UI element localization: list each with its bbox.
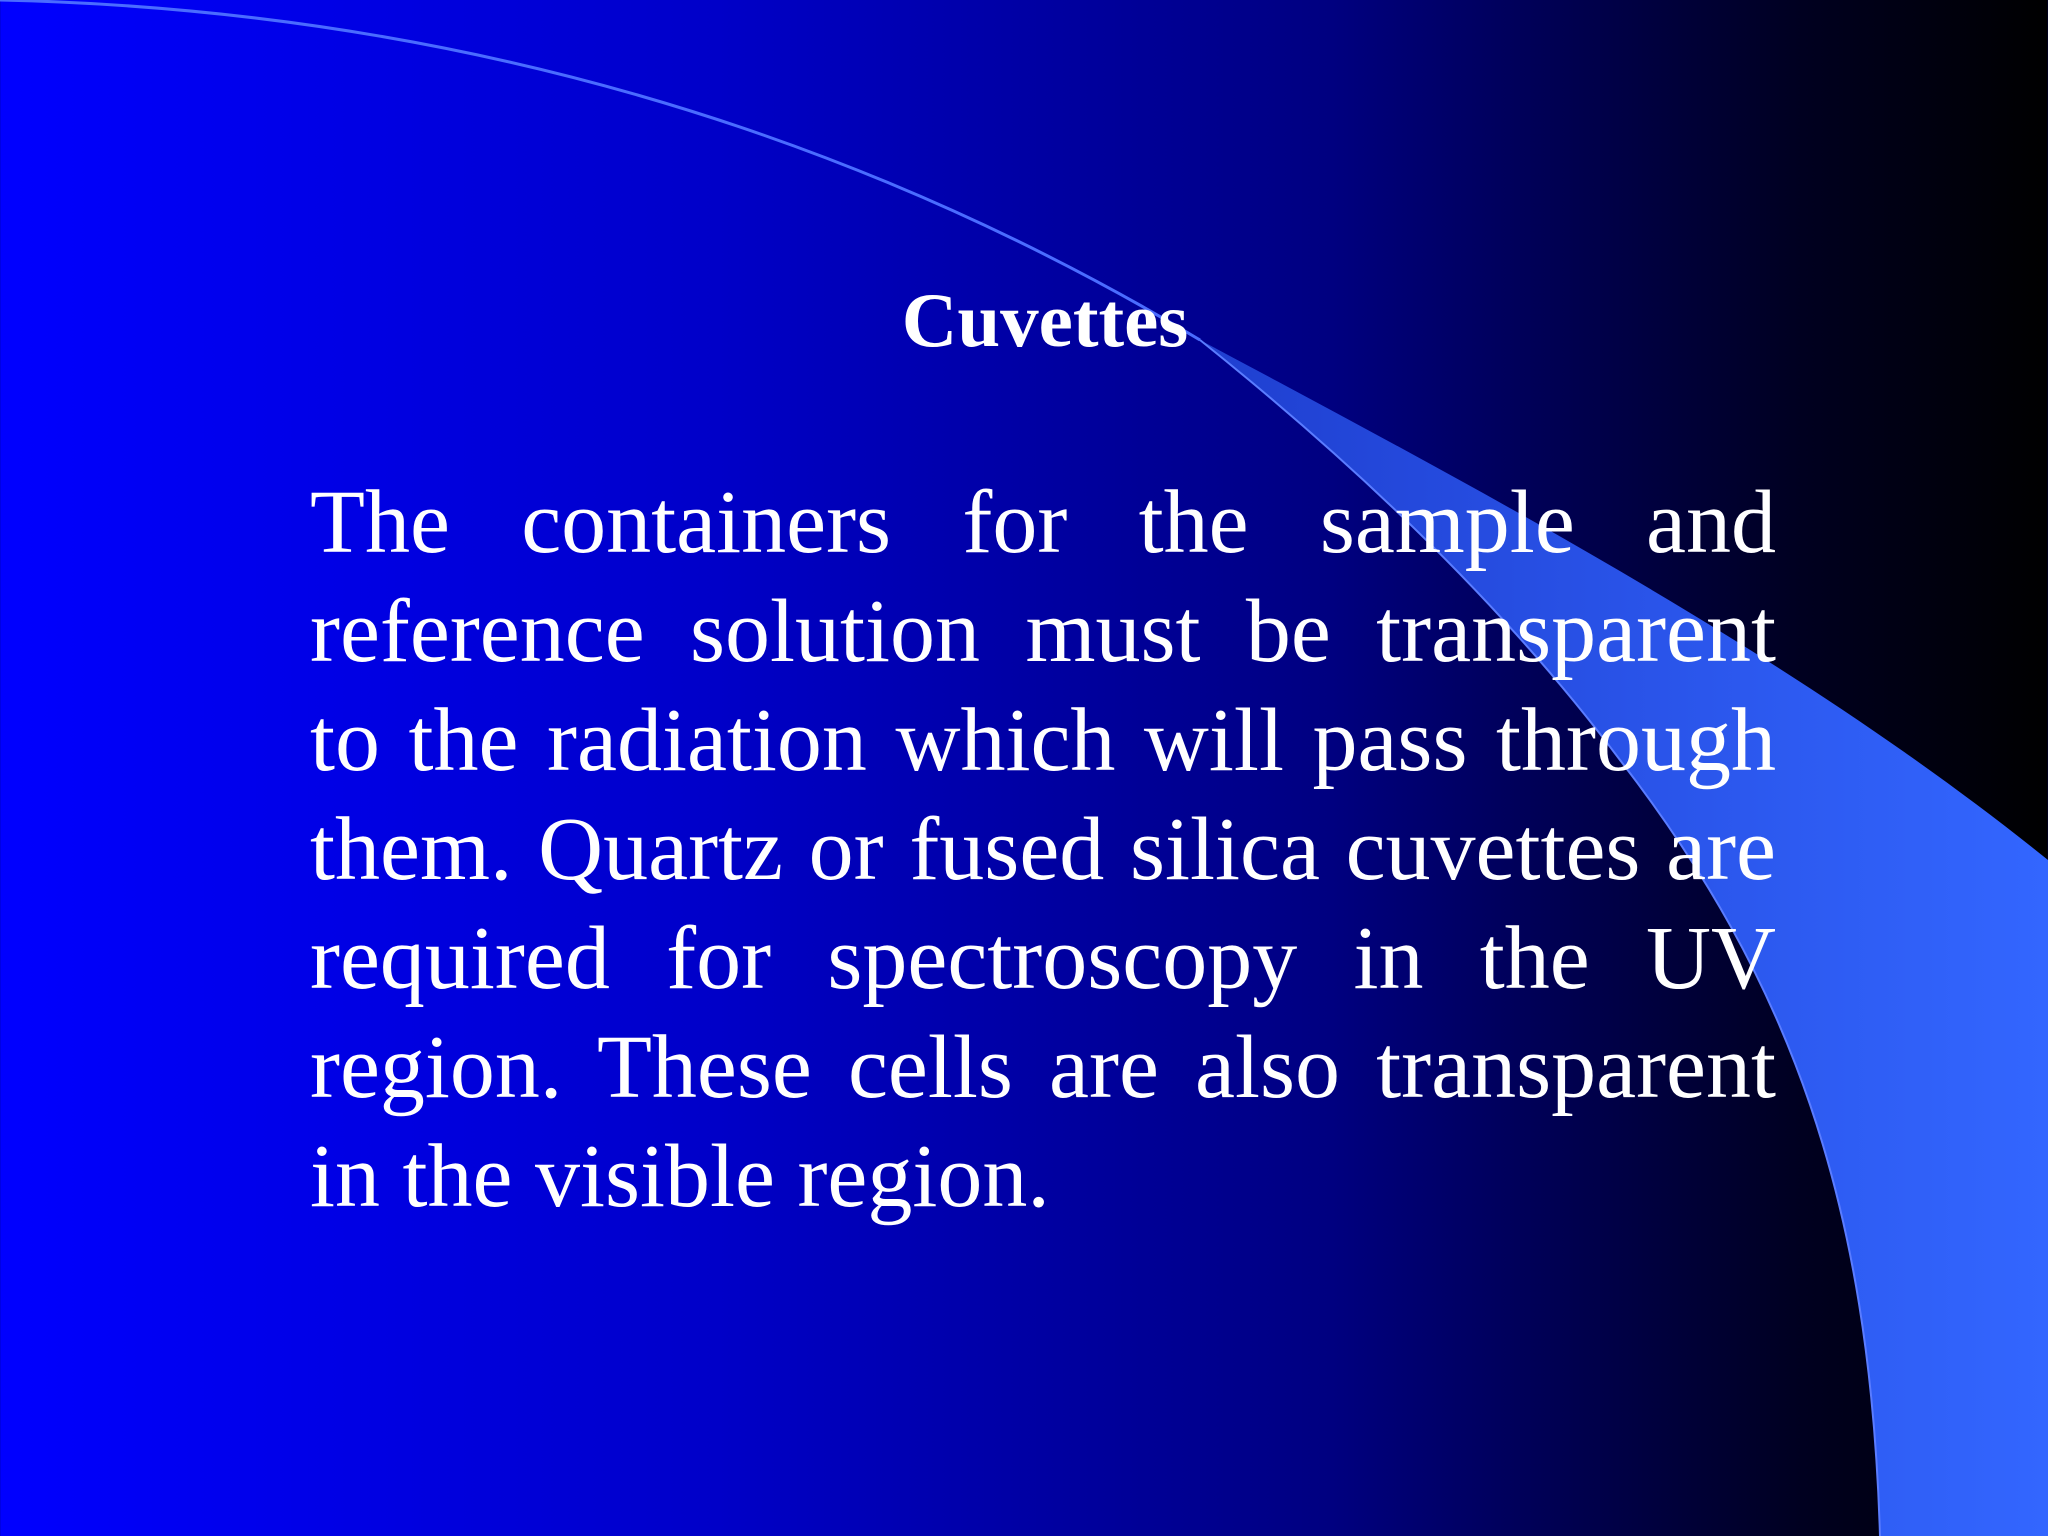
slide-body-text: The containers for the sample and reference solution must be transparent to the radiation which will pass through them. Quartz or fused silica cuvettes are required for spectroscopy in the UV region. These cells are also transparent in the visible region.	[310, 473, 1776, 1226]
slide-title: Cuvettes	[901, 277, 1189, 363]
